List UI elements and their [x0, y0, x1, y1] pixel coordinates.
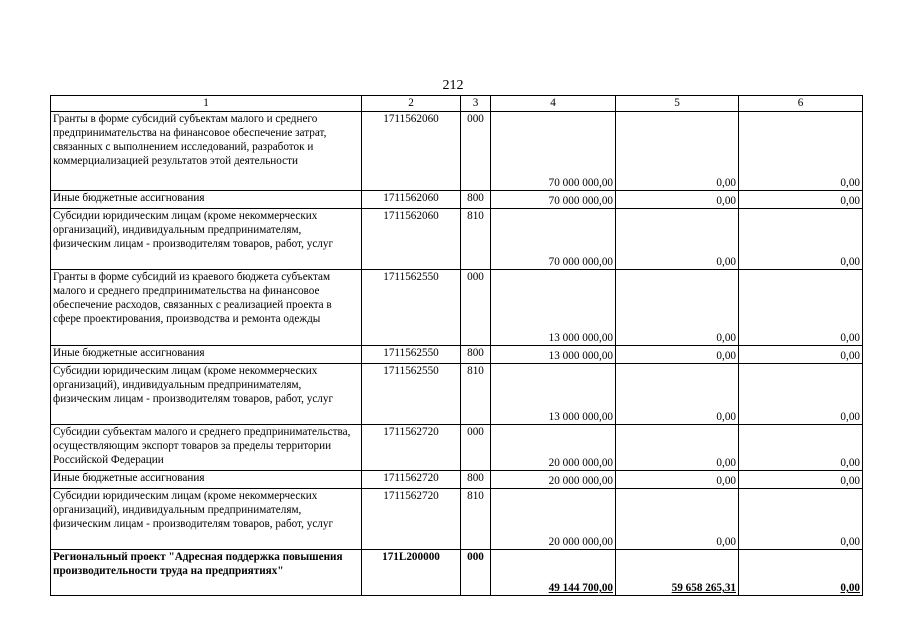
row-name: Гранты в форме субсидий из краевого бюджета субъектам малого и среднего предпринимательства на финансовое обеспечение расходов, связанных с реализацией проекта в сфере проектирования, производства и ремонта одежды — [51, 270, 362, 346]
row-code: 1711562060 — [362, 191, 461, 209]
row-name: Субсидии юридическим лицам (кроме некоммерческих организаций), индивидуальным предпринимателям, физическим лицам - производителям товаров, работ, услуг — [51, 364, 362, 425]
row-type: 810 — [461, 364, 491, 425]
row-value-6: 0,00 — [739, 270, 863, 346]
row-value-4: 70 000 000,00 — [491, 112, 616, 191]
row-type: 810 — [461, 209, 491, 270]
row-type: 000 — [461, 270, 491, 346]
table-row — [51, 112, 863, 191]
row-code: 1711562720 — [362, 471, 461, 489]
row-value-4: 20 000 000,00 — [491, 425, 616, 471]
row-type: 810 — [461, 489, 491, 550]
row-value-5: 0,00 — [616, 489, 739, 550]
header-cell: 2 — [362, 96, 461, 112]
row-value-5: 59 658 265,31 — [616, 550, 739, 596]
row-code: 1711562550 — [362, 346, 461, 364]
row-value-6: 0,00 — [739, 550, 863, 596]
row-name: Субсидии субъектам малого и среднего предпринимательства, осуществляющим экспорт товаров за пределы территории Российской Федерации — [51, 425, 362, 471]
row-value-4: 20 000 000,00 — [491, 471, 616, 489]
table-row — [51, 346, 863, 364]
row-name: Иные бюджетные ассигнования — [51, 191, 362, 209]
row-value-6: 0,00 — [739, 425, 863, 471]
budget-table — [50, 95, 863, 596]
row-value-5: 0,00 — [616, 112, 739, 191]
row-value-5: 0,00 — [616, 191, 739, 209]
row-code: 171L200000 — [362, 550, 461, 596]
header-cell: 3 — [461, 96, 491, 112]
row-code: 1711562720 — [362, 489, 461, 550]
header-cell: 5 — [616, 96, 739, 112]
header-cell: 4 — [491, 96, 616, 112]
row-code: 1711562060 — [362, 209, 461, 270]
row-type: 000 — [461, 550, 491, 596]
row-code: 1711562060 — [362, 112, 461, 191]
row-value-5: 0,00 — [616, 471, 739, 489]
row-value-6: 0,00 — [739, 209, 863, 270]
row-name: Гранты в форме субсидий субъектам малого и среднего предпринимательства на финансовое обеспечение затрат, связанных с выполнением исследований, разработок и коммерциализацией результатов этой деятельности — [51, 112, 362, 191]
row-type: 000 — [461, 112, 491, 191]
row-code: 1711562550 — [362, 270, 461, 346]
table-row — [51, 425, 863, 471]
row-value-4: 13 000 000,00 — [491, 346, 616, 364]
row-value-4: 49 144 700,00 — [491, 550, 616, 596]
table-row — [51, 471, 863, 489]
row-value-5: 0,00 — [616, 346, 739, 364]
table-row — [51, 489, 863, 550]
page-number: 212 — [442, 78, 464, 93]
row-value-5: 0,00 — [616, 425, 739, 471]
row-value-6: 0,00 — [739, 112, 863, 191]
row-value-4: 70 000 000,00 — [491, 209, 616, 270]
header-cell: 1 — [51, 96, 362, 112]
row-value-6: 0,00 — [739, 191, 863, 209]
table-row — [51, 270, 863, 346]
table-row — [51, 364, 863, 425]
header-cell: 6 — [739, 96, 863, 112]
table-header-row — [51, 96, 863, 112]
row-name: Субсидии юридическим лицам (кроме некоммерческих организаций), индивидуальным предпринимателям, физическим лицам - производителям товаров, работ, услуг — [51, 209, 362, 270]
table-row — [51, 191, 863, 209]
row-value-5: 0,00 — [616, 364, 739, 425]
table-row — [51, 209, 863, 270]
row-value-5: 0,00 — [616, 270, 739, 346]
row-value-6: 0,00 — [739, 364, 863, 425]
row-type: 800 — [461, 346, 491, 364]
row-name: Иные бюджетные ассигнования — [51, 346, 362, 364]
row-type: 800 — [461, 471, 491, 489]
row-value-4: 13 000 000,00 — [491, 364, 616, 425]
row-value-5: 0,00 — [616, 209, 739, 270]
row-name: Субсидии юридическим лицам (кроме некоммерческих организаций), индивидуальным предпринимателям, физическим лицам - производителям товаров, работ, услуг — [51, 489, 362, 550]
row-value-6: 0,00 — [739, 471, 863, 489]
row-name: Региональный проект "Адресная поддержка повышения производительности труда на предприятиях" — [51, 550, 362, 596]
row-code: 1711562720 — [362, 425, 461, 471]
row-value-4: 13 000 000,00 — [491, 270, 616, 346]
row-value-4: 20 000 000,00 — [491, 489, 616, 550]
row-value-6: 0,00 — [739, 489, 863, 550]
row-value-6: 0,00 — [739, 346, 863, 364]
row-type: 000 — [461, 425, 491, 471]
table-row — [51, 550, 863, 596]
row-value-4: 70 000 000,00 — [491, 191, 616, 209]
row-code: 1711562550 — [362, 364, 461, 425]
row-type: 800 — [461, 191, 491, 209]
row-name: Иные бюджетные ассигнования — [51, 471, 362, 489]
